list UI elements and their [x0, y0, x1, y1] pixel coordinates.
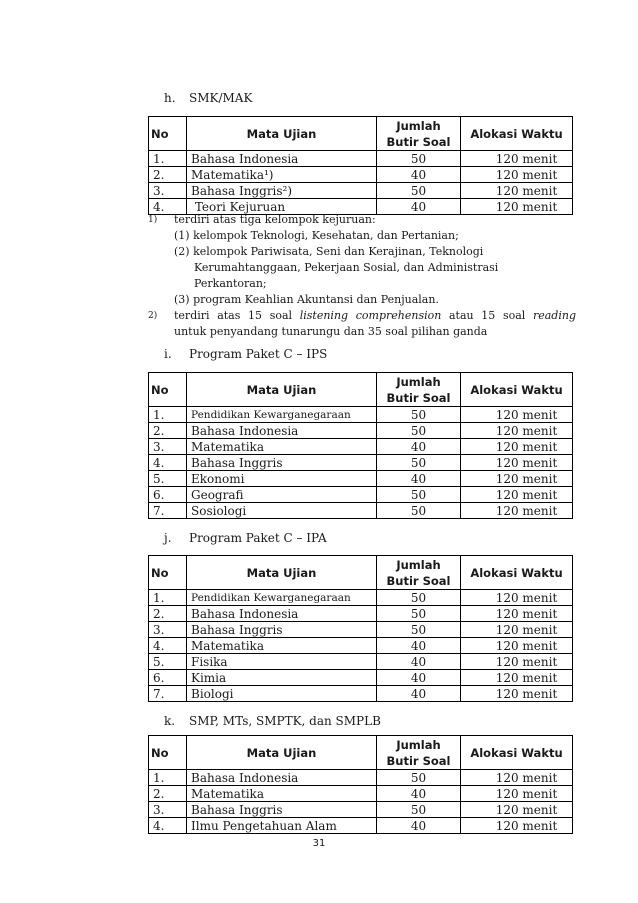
section-title-j — [164, 531, 327, 545]
row-time: 120 menit — [461, 151, 573, 167]
row-subject: Matematika — [187, 439, 377, 455]
table-row — [149, 471, 573, 487]
header-items: Jumlah Butir Soal — [377, 373, 461, 407]
row-time: 120 menit — [461, 199, 573, 215]
row-subject: Ekonomi — [187, 471, 377, 487]
row-items: 40 — [377, 686, 461, 702]
row-subject: Matematika — [187, 786, 377, 802]
table-row — [149, 455, 573, 471]
header-items-line2: Butir Soal — [386, 134, 451, 149]
row-time: 120 menit — [461, 503, 573, 519]
table-row — [149, 151, 573, 167]
row-items: 50 — [377, 423, 461, 439]
table-header-row — [149, 373, 573, 407]
row-no: 3. — [149, 622, 187, 638]
row-no: 4. — [149, 455, 187, 471]
row-no: 6. — [149, 487, 187, 503]
row-no: 4. — [149, 818, 187, 834]
table-row — [149, 423, 573, 439]
footnote-item: (1) kelompok Teknologi, Kesehatan, dan Pertanian; — [174, 229, 459, 242]
table-row — [149, 590, 573, 606]
row-subject: Matematika — [187, 638, 377, 654]
header-no: No — [149, 736, 187, 770]
row-subject: Bahasa Inggris — [187, 455, 377, 471]
row-no: 2. — [149, 786, 187, 802]
header-time: Alokasi Waktu — [461, 373, 573, 407]
table-row — [149, 770, 573, 786]
row-time: 120 menit — [461, 455, 573, 471]
exam-table-smp — [148, 735, 573, 834]
table-row — [149, 622, 573, 638]
table-header-row — [149, 556, 573, 590]
row-time: 120 menit — [461, 770, 573, 786]
exam-table-smk — [148, 116, 573, 215]
row-no: 2. — [149, 423, 187, 439]
row-items: 50 — [377, 503, 461, 519]
row-subject: Bahasa Inggris — [187, 802, 377, 818]
footnote-text: terdiri atas tiga kelompok kejuruan: — [174, 213, 376, 226]
table-row — [149, 654, 573, 670]
section-heading: SMK/MAK — [189, 91, 253, 105]
section-letter: i. — [164, 347, 172, 361]
exam-table-paket-c-ipa — [148, 555, 573, 702]
row-no: 1. — [149, 151, 187, 167]
footnotes — [148, 212, 576, 340]
section-heading: SMP, MTs, SMPTK, dan SMPLB — [189, 714, 381, 728]
row-subject: Bahasa Indonesia — [187, 151, 377, 167]
section-title-k — [164, 714, 381, 728]
row-no: 2. — [149, 606, 187, 622]
row-subject: Bahasa Indonesia — [187, 770, 377, 786]
row-items: 50 — [377, 151, 461, 167]
row-time: 120 menit — [461, 606, 573, 622]
row-time: 120 menit — [461, 183, 573, 199]
header-subject: Mata Ujian — [187, 117, 377, 151]
row-items: 40 — [377, 818, 461, 834]
row-time: 120 menit — [461, 818, 573, 834]
row-time: 120 menit — [461, 590, 573, 606]
row-subject: Kimia — [187, 670, 377, 686]
section-title-i — [164, 347, 327, 361]
header-time: Alokasi Waktu — [461, 736, 573, 770]
row-no: 4. — [149, 638, 187, 654]
footnote-item: Kerumahtanggaan, Pekerjaan Sosial, dan Administrasi — [194, 261, 499, 274]
row-time: 120 menit — [461, 167, 573, 183]
row-subject: Bahasa Inggris²) — [187, 183, 377, 199]
row-items: 40 — [377, 199, 461, 215]
row-no: 7. — [149, 686, 187, 702]
row-time: 120 menit — [461, 439, 573, 455]
row-no: 3. — [149, 439, 187, 455]
footnote-mark: 2) — [148, 311, 158, 321]
row-subject: Bahasa Indonesia — [187, 423, 377, 439]
row-time: 120 menit — [461, 638, 573, 654]
row-items: 40 — [377, 654, 461, 670]
table-row — [149, 167, 573, 183]
row-items: 50 — [377, 802, 461, 818]
row-no: 3. — [149, 183, 187, 199]
table-row — [149, 818, 573, 834]
header-subject: Mata Ujian — [187, 373, 377, 407]
row-time: 120 menit — [461, 471, 573, 487]
section-letter: h. — [164, 91, 176, 105]
table-row — [149, 503, 573, 519]
footnote-item: Perkantoran; — [194, 277, 267, 290]
header-items: Jumlah Butir Soal — [377, 736, 461, 770]
row-subject: Biologi — [187, 686, 377, 702]
table-row — [149, 786, 573, 802]
header-no: No — [149, 556, 187, 590]
row-subject: Ilmu Pengetahuan Alam — [187, 818, 377, 834]
section-letter: k. — [164, 714, 176, 728]
section-heading: Program Paket C – IPS — [189, 347, 328, 361]
header-time: Alokasi Waktu — [461, 556, 573, 590]
table-row — [149, 670, 573, 686]
row-items: 50 — [377, 622, 461, 638]
footnote-item: (3) program Keahlian Akuntansi dan Penjualan. — [174, 293, 439, 306]
row-no: 5. — [149, 471, 187, 487]
row-items: 40 — [377, 670, 461, 686]
row-items: 50 — [377, 606, 461, 622]
footnote-mark: 1) — [148, 215, 158, 225]
table-row — [149, 686, 573, 702]
header-no: No — [149, 117, 187, 151]
section-title-h — [164, 91, 252, 105]
row-time: 120 menit — [461, 407, 573, 423]
table-row — [149, 439, 573, 455]
header-subject: Mata Ujian — [187, 736, 377, 770]
row-subject: Fisika — [187, 654, 377, 670]
footnote-2-cont: untuk penyandang tunarungu dan 35 soal pilihan ganda — [174, 325, 488, 338]
row-subject: Geografi — [187, 487, 377, 503]
header-items-line1: Jumlah — [396, 118, 441, 133]
row-items: 50 — [377, 183, 461, 199]
header-items: Jumlah Butir Soal — [377, 556, 461, 590]
row-no: 2. — [149, 167, 187, 183]
section-letter: j. — [164, 531, 172, 545]
table-row — [149, 638, 573, 654]
row-no: 7. — [149, 503, 187, 519]
row-no: 6. — [149, 670, 187, 686]
row-time: 120 menit — [461, 686, 573, 702]
section-heading: Program Paket C – IPA — [189, 531, 327, 545]
table-row — [149, 606, 573, 622]
row-no: 5. — [149, 654, 187, 670]
table-row — [149, 802, 573, 818]
row-items: 40 — [377, 471, 461, 487]
row-subject: Bahasa Inggris — [187, 622, 377, 638]
row-items: 50 — [377, 487, 461, 503]
row-items: 40 — [377, 439, 461, 455]
table-header-row — [149, 117, 573, 151]
row-time: 120 menit — [461, 802, 573, 818]
row-time: 120 menit — [461, 487, 573, 503]
table-row — [149, 183, 573, 199]
table-row — [149, 487, 573, 503]
header-subject: Mata Ujian — [187, 556, 377, 590]
footnote-item: (2) kelompok Pariwisata, Seni dan Kerajinan, Teknologi — [174, 245, 484, 258]
row-time: 120 menit — [461, 786, 573, 802]
row-items: 50 — [377, 407, 461, 423]
header-no: No — [149, 373, 187, 407]
table-header-row — [149, 736, 573, 770]
footnote-text: terdiri atas 15 soal listening comprehension atau 15 soal reading — [174, 309, 576, 322]
exam-table-paket-c-ips — [148, 372, 573, 519]
row-time: 120 menit — [461, 423, 573, 439]
row-time: 120 menit — [461, 622, 573, 638]
footnote-1 — [148, 212, 576, 228]
row-subject: Pendidikan Kewarganegaraan — [187, 407, 377, 423]
row-items: 40 — [377, 638, 461, 654]
row-subject: Matematika¹) — [187, 167, 377, 183]
row-no: 1. — [149, 590, 187, 606]
row-subject: Pendidikan Kewarganegaraan — [187, 590, 377, 606]
table-row — [149, 407, 573, 423]
row-time: 120 menit — [461, 670, 573, 686]
row-items: 40 — [377, 786, 461, 802]
row-subject: Teori Kejuruan — [187, 199, 377, 215]
row-subject: Sosiologi — [187, 503, 377, 519]
page-number: 31 — [312, 838, 326, 849]
header-items — [377, 117, 461, 151]
header-time: Alokasi Waktu — [461, 117, 573, 151]
row-items: 50 — [377, 590, 461, 606]
row-no: 4. — [149, 199, 187, 215]
row-items: 40 — [377, 167, 461, 183]
row-time: 120 menit — [461, 654, 573, 670]
row-no: 3. — [149, 802, 187, 818]
row-subject: Bahasa Indonesia — [187, 606, 377, 622]
footnote-2 — [148, 308, 576, 324]
row-items: 50 — [377, 770, 461, 786]
row-items: 50 — [377, 455, 461, 471]
row-no: 1. — [149, 407, 187, 423]
row-no: 1. — [149, 770, 187, 786]
